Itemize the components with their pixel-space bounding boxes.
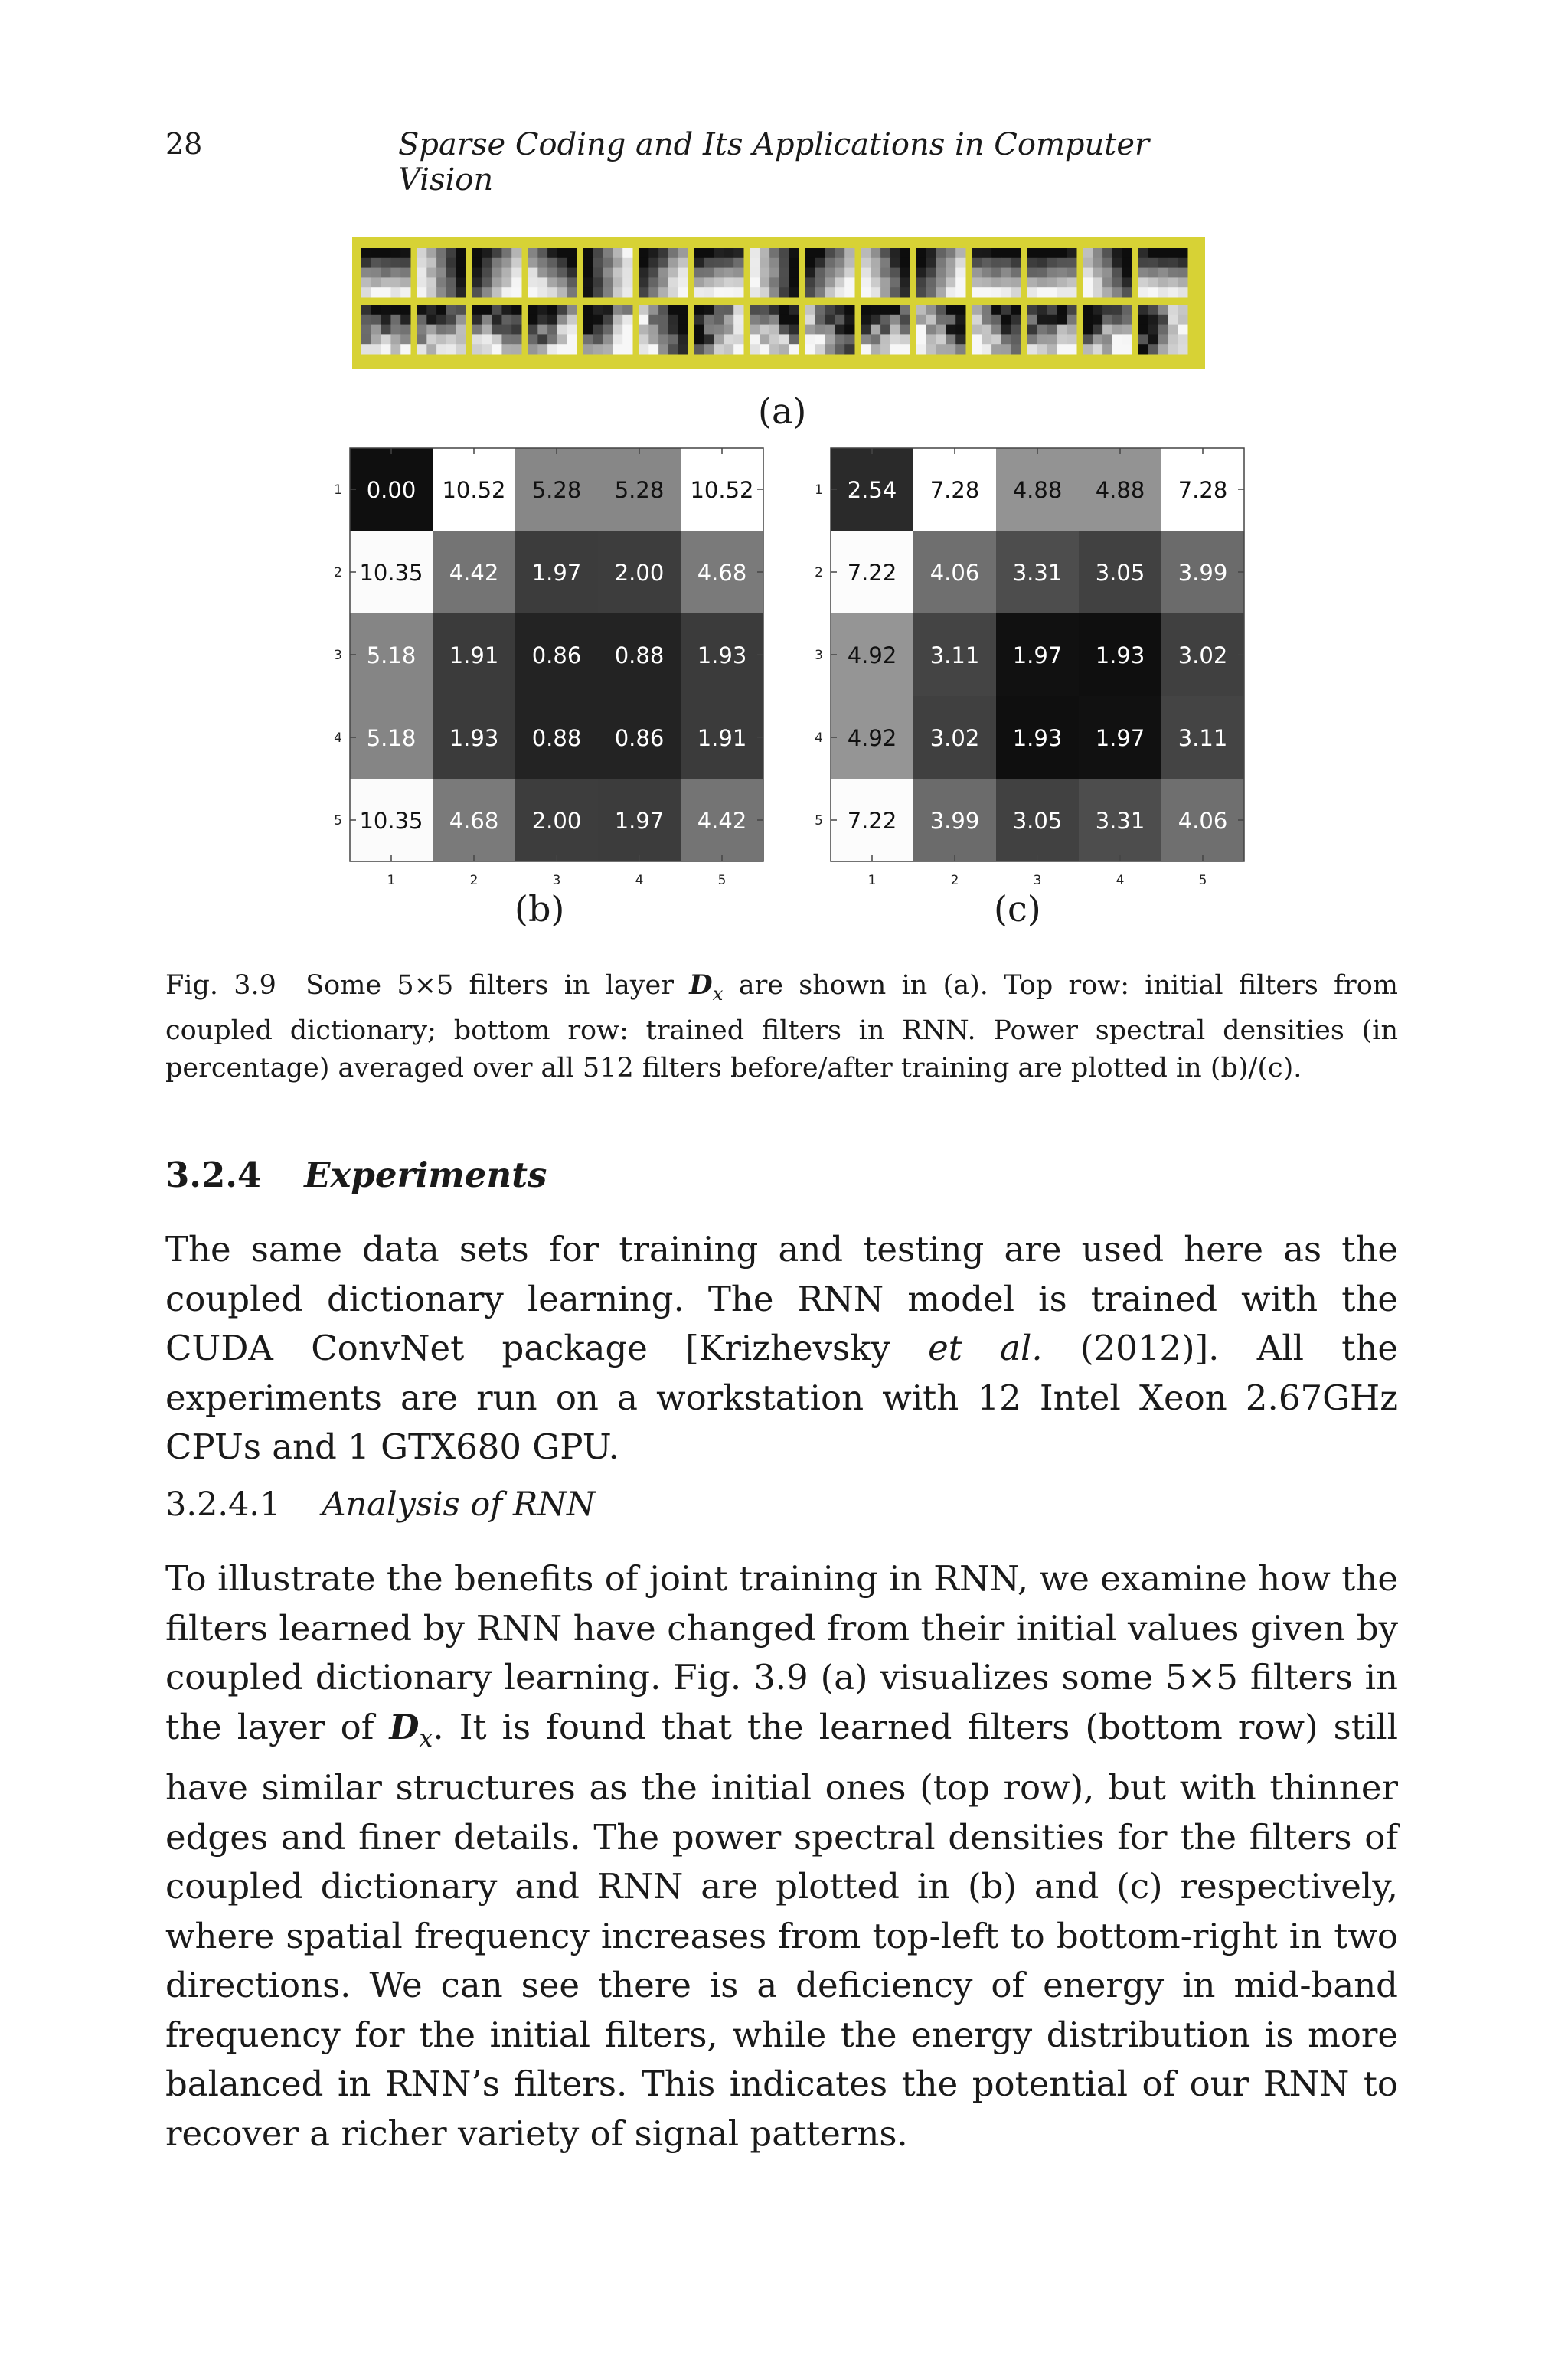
caption-text-2: are shown in (a). Top row: initial filters from coupled dictionary; bottom row: trained filters in RNN. Power spectral densities (in percentage) averaged over all 512 filters before/after training are plotted in (b)/(c). bbox=[165, 970, 1398, 1083]
heatmap-b-cell-label: 4.68 bbox=[697, 560, 747, 586]
filter-thumbnail bbox=[528, 305, 578, 355]
filter-strip-image bbox=[352, 237, 1205, 369]
filter-thumbnail bbox=[861, 248, 911, 298]
panel-label-b: (b) bbox=[514, 888, 565, 930]
heatmap-b-cell-label: 1.91 bbox=[697, 725, 747, 751]
filter-thumbnail bbox=[694, 305, 744, 355]
heatmap-c-cell-label: 4.88 bbox=[1095, 477, 1145, 503]
heatmap-c-cell-label: 7.22 bbox=[847, 560, 897, 586]
section-heading bbox=[165, 1155, 547, 1195]
paragraph-analysis bbox=[165, 1554, 1398, 2158]
heatmap-b bbox=[315, 429, 775, 888]
heatmap-b-cell-label: 0.88 bbox=[614, 642, 665, 668]
panel-label-a: (a) bbox=[758, 391, 807, 432]
heatmap-c-cell-label: 7.28 bbox=[1178, 477, 1228, 503]
subsection-title: Analysis of RNN bbox=[322, 1485, 596, 1524]
heatmap-b-cell-label: 1.91 bbox=[449, 642, 499, 668]
heatmap-c-cell-label: 4.88 bbox=[1012, 477, 1063, 503]
heatmap-c-cell-label: 3.02 bbox=[1178, 642, 1228, 668]
heatmap-c-cell-label: 4.06 bbox=[1178, 808, 1228, 834]
heatmap-c-row-tick: 4 bbox=[815, 730, 823, 746]
heatmap-c-cell-label: 3.99 bbox=[929, 808, 980, 834]
running-header: Sparse Coding and Its Applications in Computer Vision bbox=[398, 127, 1150, 198]
filter-thumbnail bbox=[1027, 305, 1077, 355]
heatmap-b-cell-label: 0.88 bbox=[531, 725, 582, 751]
heatmap-b-cell-label: 5.18 bbox=[366, 642, 416, 668]
filter-thumbnail bbox=[639, 305, 689, 355]
section-title: Experiments bbox=[304, 1155, 547, 1195]
heatmap-c-cell-label: 3.11 bbox=[1178, 725, 1228, 751]
heatmap-b-row-tick: 5 bbox=[334, 813, 342, 828]
heatmap-b-cell-label: 5.28 bbox=[531, 477, 582, 503]
filter-thumbnails bbox=[352, 237, 1205, 369]
heatmap-c-row-tick: 2 bbox=[815, 565, 823, 580]
heatmap-c-cell-label: 4.06 bbox=[929, 560, 980, 586]
heatmap-b-cell-label: 1.93 bbox=[697, 642, 747, 668]
heatmap-c-col-tick: 4 bbox=[1116, 873, 1125, 888]
filter-thumbnail bbox=[1138, 305, 1188, 355]
heatmap-b-cell-label: 4.42 bbox=[449, 560, 499, 586]
heatmap-b-cell-label: 10.35 bbox=[359, 560, 423, 586]
heatmap-b-cell-label: 10.35 bbox=[359, 808, 423, 834]
heatmap-b-cell-label: 4.42 bbox=[697, 808, 747, 834]
para2-symbol: D bbox=[389, 1706, 420, 1747]
heatmap-c-col-tick: 3 bbox=[1033, 873, 1042, 888]
heatmap-c-cell-label: 4.92 bbox=[847, 725, 897, 751]
caption-symbol-sub: x bbox=[712, 982, 724, 1005]
filter-thumbnail bbox=[472, 248, 522, 298]
heatmap-b-cell-label: 0.86 bbox=[614, 725, 665, 751]
heatmap-c-cell-label: 3.05 bbox=[1095, 560, 1145, 586]
panel-label-c: (c) bbox=[994, 888, 1041, 930]
heatmap-b-col-tick: 5 bbox=[717, 873, 727, 888]
heatmap-c bbox=[796, 429, 1256, 888]
filter-thumbnail bbox=[639, 248, 689, 298]
para1-etal: et al. bbox=[928, 1328, 1043, 1368]
heatmap-b-cell-label: 4.68 bbox=[449, 808, 499, 834]
heatmap-c-cell-label: 3.02 bbox=[929, 725, 980, 751]
heatmap-b-cell-label: 0.00 bbox=[366, 477, 416, 503]
heatmap-c-cell-label: 3.99 bbox=[1178, 560, 1228, 586]
heatmap-b-row-tick: 4 bbox=[334, 730, 342, 746]
filter-thumbnail bbox=[916, 248, 966, 298]
para2-symbol-sub: x bbox=[419, 1724, 433, 1753]
filter-thumbnail bbox=[972, 305, 1022, 355]
heatmap-b-row-tick: 3 bbox=[334, 648, 342, 663]
figure-caption bbox=[165, 966, 1398, 1087]
heatmap-c-cell-label: 1.97 bbox=[1012, 642, 1063, 668]
heatmap-c-cell-label: 1.93 bbox=[1095, 642, 1145, 668]
heatmap-b-cell-label: 0.86 bbox=[531, 642, 582, 668]
filter-thumbnail bbox=[805, 305, 855, 355]
heatmap-c-cell-label: 3.05 bbox=[1012, 808, 1063, 834]
subsection-number: 3.2.4.1 bbox=[165, 1485, 281, 1524]
filter-thumbnail bbox=[1083, 305, 1133, 355]
filter-thumbnail bbox=[1138, 248, 1188, 298]
heatmap-c-cell-label: 3.31 bbox=[1095, 808, 1145, 834]
heatmap-b-col-tick: 4 bbox=[635, 873, 644, 888]
heatmap-c-cell-label: 3.31 bbox=[1012, 560, 1063, 586]
filter-thumbnail bbox=[750, 305, 800, 355]
filter-thumbnail bbox=[694, 248, 744, 298]
heatmap-c-col-tick: 1 bbox=[867, 873, 877, 888]
heatmap-b-cell-label: 2.00 bbox=[531, 808, 582, 834]
page-number: 28 bbox=[165, 127, 203, 161]
filter-thumbnail bbox=[361, 305, 411, 355]
heatmap-c-row-tick: 3 bbox=[815, 648, 823, 663]
heatmap-c-cell-label: 7.22 bbox=[847, 808, 897, 834]
heatmap-c-cell-label: 2.54 bbox=[847, 477, 897, 503]
section-number: 3.2.4 bbox=[165, 1155, 262, 1195]
para1-text-1: The same data sets for training and testing are used here as the coupled dictionary learning. The RNN model is trained with the CUDA ConvNet package [Krizhevsky bbox=[165, 1229, 1398, 1368]
heatmap-b-col-tick: 3 bbox=[552, 873, 561, 888]
filter-thumbnail bbox=[417, 248, 467, 298]
para1-text-2: (2012)]. All the experiments are run on a workstation with 12 Intel Xeon 2.67GHz CPUs and 1 GTX680 GPU. bbox=[165, 1328, 1399, 1467]
heatmap-b-col-tick: 2 bbox=[469, 873, 479, 888]
heatmap-b-cell-label: 5.18 bbox=[366, 725, 416, 751]
heatmap-c-cell-label: 4.92 bbox=[847, 642, 897, 668]
heatmap-b-row-tick: 1 bbox=[334, 482, 342, 498]
filter-thumbnail bbox=[361, 248, 411, 298]
heatmap-b-col-tick: 1 bbox=[387, 873, 396, 888]
filter-thumbnail bbox=[861, 305, 911, 355]
subsection-heading bbox=[165, 1485, 596, 1524]
heatmap-b-cell-label: 2.00 bbox=[614, 560, 665, 586]
heatmap-b-cell-label: 1.97 bbox=[614, 808, 665, 834]
filter-thumbnail bbox=[472, 305, 522, 355]
caption-text-1: Some 5×5 filters in layer bbox=[305, 970, 690, 1001]
heatmap-b-cell-label: 1.93 bbox=[449, 725, 499, 751]
heatmap-b-cell-label: 1.97 bbox=[531, 560, 582, 586]
caption-symbol: D bbox=[689, 969, 713, 1001]
filter-thumbnail bbox=[583, 248, 633, 298]
heatmap-c-col-tick: 2 bbox=[950, 873, 959, 888]
heatmap-c-row-tick: 1 bbox=[815, 482, 823, 498]
para2-text-2: . It is found that the learned filters (bottom row) still have similar structures as the initial ones (top row), but with thinner edges and finer details. The power spectral densities for the filters of coupled dictionary and RNN are plotted in (b) and (c) respectively, where spatial frequency increases from top-left to bottom-right in two directions. We can see there is a deficiency of energy in mid-band frequency for the initial filters, while the energy distribution is more balanced in RNN’s filters. This indicates the potential of our RNN to recover a richer variety of signal patterns. bbox=[165, 1706, 1398, 2154]
filter-thumbnail bbox=[1027, 248, 1077, 298]
filter-thumbnail bbox=[750, 248, 800, 298]
filter-thumbnail bbox=[1083, 248, 1133, 298]
heatmap-c-row-tick: 5 bbox=[815, 813, 823, 828]
heatmap-c-cell-label: 1.97 bbox=[1095, 725, 1145, 751]
heatmap-b-cell-label: 10.52 bbox=[690, 477, 754, 503]
filter-thumbnail bbox=[916, 305, 966, 355]
heatmap-c-cell-label: 7.28 bbox=[929, 477, 980, 503]
filter-thumbnail bbox=[805, 248, 855, 298]
heatmap-c-cell-label: 1.93 bbox=[1012, 725, 1063, 751]
filter-thumbnail bbox=[972, 248, 1022, 298]
caption-label: Fig. 3.9 bbox=[165, 970, 276, 1001]
heatmap-b-row-tick: 2 bbox=[334, 565, 342, 580]
heatmap-c-cell-label: 3.11 bbox=[929, 642, 980, 668]
filter-thumbnail bbox=[417, 305, 467, 355]
filter-thumbnail bbox=[583, 305, 633, 355]
heatmap-b-cell-label: 10.52 bbox=[442, 477, 506, 503]
heatmap-c-col-tick: 5 bbox=[1198, 873, 1207, 888]
filter-thumbnail bbox=[528, 248, 578, 298]
para2-text-1: To illustrate the benefits of joint training in RNN, we examine how the filters learned by RNN have changed from their initial values given by coupled dictionary learning. Fig. 3.9 (a) visualizes some 5×5 filters in the layer of bbox=[165, 1558, 1398, 1747]
heatmap-b-cell-label: 5.28 bbox=[614, 477, 665, 503]
paragraph-experiments bbox=[165, 1225, 1398, 1472]
